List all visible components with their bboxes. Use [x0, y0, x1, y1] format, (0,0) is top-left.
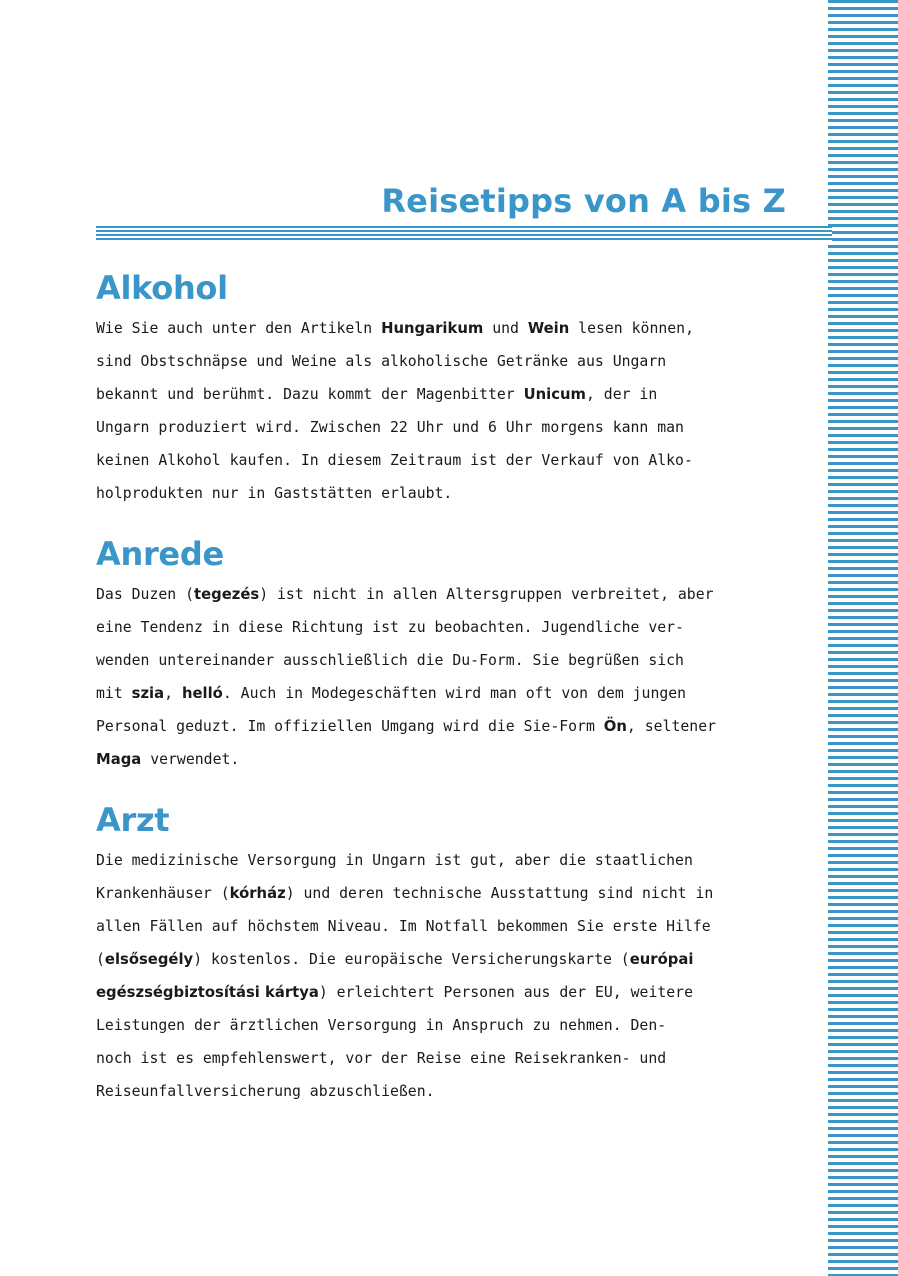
entry-body	[96, 844, 786, 1108]
bold-term: Unicum	[523, 386, 586, 403]
entry-body	[96, 312, 786, 510]
bold-term: Ön	[603, 718, 627, 735]
body-text: Das Duzen (	[96, 586, 194, 603]
body-text: Wie Sie auch unter den Artikeln	[96, 320, 382, 337]
entry-arzt	[96, 798, 786, 1108]
bold-term: Wein	[527, 320, 570, 337]
side-stripe-decoration	[828, 0, 898, 1276]
body-text: ,	[164, 685, 182, 702]
body-text: ) ist nicht in allen Altersgruppen verbreitet, aber eine Tendenz in diese Richtung ist zu beobachten. Jugendliche ver- wenden untereinander ausschließlich die Du-Form. Sie begrüßen sich mit	[96, 586, 714, 702]
bold-term: kórház	[229, 885, 286, 902]
entry-heading: Alkohol	[96, 269, 228, 307]
body-text: verwendet.	[141, 751, 240, 768]
entry-heading: Arzt	[96, 801, 170, 839]
bold-term: Hungarikum	[381, 320, 484, 337]
body-text: und	[483, 320, 528, 337]
entry-alkohol	[96, 266, 786, 510]
body-text: lesen können, sind Obstschnäpse und Weine als alkoholische Getränke aus Ungarn bekannt und berühmt. Dazu kommt der Magenbitter	[96, 320, 694, 403]
bold-term: elsősegély	[104, 951, 194, 968]
bold-term: Maga	[96, 751, 142, 768]
body-text: , seltener	[626, 718, 717, 735]
body-text: Die medizinische Versorgung in Ungarn ist gut, aber die staatlichen Krankenhäuser (	[96, 852, 693, 902]
bold-term: szia	[131, 685, 165, 702]
body-text: . Auch in Modegeschäften wird man oft von dem jungen Personal geduzt. Im offiziellen Umgang wird die Sie-Form	[96, 685, 687, 735]
body-text: ) kostenlos. Die europäische Versicherungskarte (	[193, 951, 630, 968]
entry-anrede	[96, 532, 786, 776]
entry-heading: Anrede	[96, 535, 224, 573]
body-text: , der in Ungarn produziert wird. Zwischen 22 Uhr und 6 Uhr morgens kann man keinen Alkohol kaufen. In diesem Zeitraum ist der Verkauf von Alko- holprodukten nur in Gaststätten erlaubt.	[96, 386, 693, 502]
body-text: ) und deren technische Ausstattung sind nicht in allen Fällen auf höchstem Niveau. Im Notfall bekommen Sie erste Hilfe (	[96, 885, 714, 968]
body-text: ) erleichtert Personen aus der EU, weitere Leistungen der ärztlichen Versorgung in Anspruch zu nehmen. Den- noch ist es empfehlenswert, vor der Reise eine Reisekranken- und Reiseunfallversicherung abzuschließen.	[96, 984, 693, 1100]
title-divider	[96, 226, 832, 242]
page-title: Reisetipps von A bis Z	[381, 182, 786, 220]
entries-list	[96, 266, 786, 1130]
entry-body	[96, 578, 786, 776]
bold-term: tegezés	[194, 586, 260, 603]
bold-term: helló	[181, 685, 223, 702]
bold-term: európai egészségbiztosítási kártya	[96, 951, 694, 1001]
